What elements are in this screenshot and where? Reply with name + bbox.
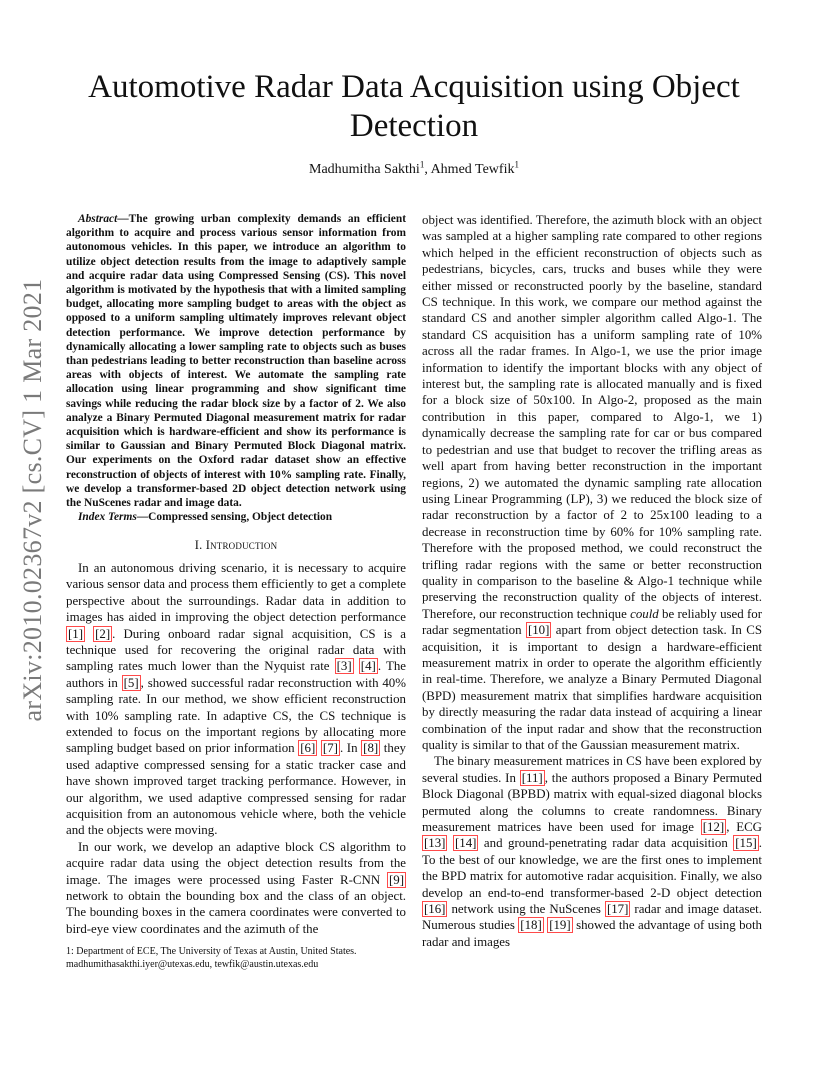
- text-run: , the authors proposed a Binary Permuted Block Diagonal (BPBD) matrix with equal-sized diagonal blocks permuted along the columns to create randomness. Binary measurement matrices have been used for image: [422, 770, 762, 835]
- author-line: [60, 159, 768, 178]
- text-run: . The authors in: [66, 659, 406, 690]
- text-run: In our work, we develop an adaptive block CS algorithm to acquire radar data using the object detection results from the image. The images were processed using Faster R-CNN: [66, 839, 406, 887]
- abstract-text: —The growing urban complexity demands an efficient algorithm to acquire and process various sensor information from autonomous vehicles. In this paper, we introduce an algorithm to utilize object detection results from the image to adaptively sample and acquire radar data using Compressed Sensing (CS). This novel algorithm is motivated by the hypothesis that with a limited sampling budget, allocating more sampling budget to areas with the object as opposed to a uniform sampling ultimately improves relevant object detection performance. We improve detection performance by dynamically allocating a lower sampling rate to objects such as buses than pedestrians leading to better reconstruction than baseline across areas with objects of interest. We automate the sampling rate allocation using linear programming and show significant time savings while reducing the radar block size by a factor of 2. We also analyze a Binary Permuted Diagonal measurement matrix for radar acquisition which is hardware-efficient and show its performance is similar to Gaussian and Binary Permuted Block Diagonal matrix. Our experiments on the Oxford radar dataset show an effective reconstruction of objects of interest with 10% sampling rate. Finally, we develop a transformer-based 2D object detection network using the NuScenes radar and image data.: [66, 213, 406, 510]
- affiliation-mark: 1: [419, 159, 425, 170]
- citation-link[interactable]: [10]: [527, 623, 550, 638]
- text-run: The binary measurement matrices in CS have been explored by several studies. In: [422, 754, 762, 785]
- text-run: radar and image dataset. Numerous studies: [422, 902, 762, 933]
- abstract: [66, 212, 406, 510]
- text-run: showed the advantage of using both radar and images: [422, 918, 762, 949]
- section-heading-introduction: [66, 537, 406, 553]
- text-run: . During onboard radar signal acquisition, CS is a technique used for recovering the original radar data with sampling rates much lower than the Nyquist rate: [66, 626, 406, 674]
- citation-link[interactable]: [17]: [606, 902, 629, 917]
- citation-link[interactable]: [16]: [424, 902, 446, 917]
- section-numeral: I.: [194, 538, 206, 553]
- citation-link[interactable]: [5]: [123, 675, 139, 690]
- text-run: apart from object detection task. In CS acquisition, it is important to design a hardware-efficient measurement matrix in order to operate the algorithm efficiently in real-time. Therefore, we analyze a Binary Permuted Diagonal (BPD) measurement matrix that simplifies hardware acquisition by directly measuring the radar data instead of acquiring a linear combination of the input radar and show that the reconstruction quality is similar to that of the Gaussian measurement matrix.: [422, 623, 762, 752]
- right-column: [422, 212, 762, 950]
- citation-link[interactable]: [4]: [360, 659, 376, 674]
- citation-link[interactable]: [1]: [68, 626, 84, 641]
- text-run: network to obtain the bounding box and the class of an object. The bounding boxes in the camera coordinates were converted to bird-eye view coordinates and the azimuth of the: [66, 889, 406, 936]
- footnote-text: 1: Department of ECE, The University of Texas at Austin, United States. madhumithasakthi.iyer@utexas.edu, tewfik@austin.utexas.edu: [66, 946, 357, 970]
- affiliation-mark: 1: [514, 159, 519, 170]
- left-column: [66, 212, 406, 937]
- affiliation-footnote: [66, 946, 406, 972]
- emphasis-text: could: [630, 606, 659, 621]
- text-run: , showed successful radar reconstruction with 40% sampling rate. In our method, we show efficient reconstruction with 10% sampling rate. In adaptive CS, the CS technique is extended to focus on the important regions by allocating more sampling budget based on prior information: [66, 675, 406, 756]
- citation-link[interactable]: [2]: [95, 626, 111, 641]
- citation-link[interactable]: [9]: [388, 872, 404, 887]
- index-terms-text: —Compressed sensing, Object detection: [136, 511, 333, 524]
- text-run: and ground-penetrating radar data acquisition: [478, 836, 734, 851]
- citation-link[interactable]: [12]: [702, 820, 725, 835]
- citation-link[interactable]: [3]: [336, 659, 352, 674]
- arxiv-identifier-sidebar: [18, 278, 47, 722]
- intro-paragraph-1: [66, 560, 406, 839]
- intro-paragraph-4: [422, 753, 762, 950]
- text-run: . In: [339, 741, 362, 756]
- index-terms: [66, 510, 406, 524]
- text-run: object was identified. Therefore, the azimuth block with an object was sampled at a higher sampling rate compared to other regions which helped in the efficient reconstruction of objects such as pedestrians, bicycles, cars, trucks and buses while they were either missed or reconstructed poorly by the baseline, standard CS technique. In this work, we compare our method against the standard CS and another simpler algorithm called Algo-1. The standard CS acquisition has a uniform sampling rate of 10% across all the radar frames. In Algo-1, we use the prior image information to identify the important blocks with any object of interest but, the sampling rate is allocated manually and is fixed for a block size of 50x100. In Algo-2, proposed as the main contribution in this paper, compared to Algo-1, we 1) dynamically decrease the sampling rate for car or bus compared to pedestrian and use that budget to recover the trifling areas as well apart from having better reconstruction in the important regions, 2) we automated the dynamic sampling rate allocation using Linear Programming (LP), 3) we reduced the block size of radar reconstruction by a factor of 2 to 25x100 leading to a decrease in reconstruction time by 60% for 10% sampling rate. Therefore with the proposed method, we could reconstruct the trifling radar regions with the same or better reconstruction quality in comparison to the baseline & Algo-1 technique while preserving the reconstruction quality of the objects of interest. Therefore, our reconstruction technique: [422, 213, 762, 621]
- citation-link[interactable]: [11]: [521, 770, 543, 785]
- arxiv-identifier: arXiv:2010.02367v2 [cs.CV] 1 Mar 2021: [18, 278, 47, 722]
- author-name: Ahmed Tewfik: [430, 162, 515, 177]
- text-run: , ECG: [726, 820, 762, 835]
- author-name: Madhumitha Sakthi: [309, 162, 420, 177]
- text-run: [85, 627, 93, 641]
- text-run: In an autonomous driving scenario, it is necessary to acquire various sensor data and process them efficiently to get a complete perspective about the surroundings. Radar data in addition to images has aided in improving the object detection performance: [66, 560, 406, 625]
- citation-link[interactable]: [8]: [363, 741, 379, 756]
- paper-title: Automotive Radar Data Acquisition using Object Detection: [88, 69, 740, 144]
- abstract-label: Abstract: [78, 213, 118, 225]
- citation-link[interactable]: [6]: [300, 741, 316, 756]
- text-run: . To the best of our knowledge, we are the first ones to implement the BPD matrix for automotive radar acquisition. Finally, we also develop an end-to-end transformer-based 2-D object detection: [422, 836, 762, 900]
- intro-paragraph-3: [422, 212, 762, 753]
- author-separator: ,: [424, 162, 431, 177]
- intro-paragraph-2: [66, 839, 406, 937]
- citation-link[interactable]: [13]: [424, 836, 446, 851]
- citation-link[interactable]: [15]: [735, 836, 757, 851]
- section-title: Introduction: [205, 538, 278, 553]
- text-run: be reliably used for radar segmentation: [422, 606, 762, 638]
- citation-link[interactable]: [19]: [549, 918, 571, 933]
- index-terms-label: Index Terms: [78, 511, 137, 524]
- text-run: they used adaptive compressed sensing for a static tracker case and have shown improved target tracking performance. However, in our algorithm, we used adaptive compressed sensing for radar acquisition from an autonomous vehicle where, both the vehicle and the objects were moving.: [66, 741, 407, 838]
- citation-link[interactable]: [18]: [520, 918, 542, 933]
- citation-link[interactable]: [14]: [454, 836, 477, 851]
- citation-link[interactable]: [7]: [322, 741, 338, 756]
- text-run: network using the NuScenes: [447, 902, 605, 917]
